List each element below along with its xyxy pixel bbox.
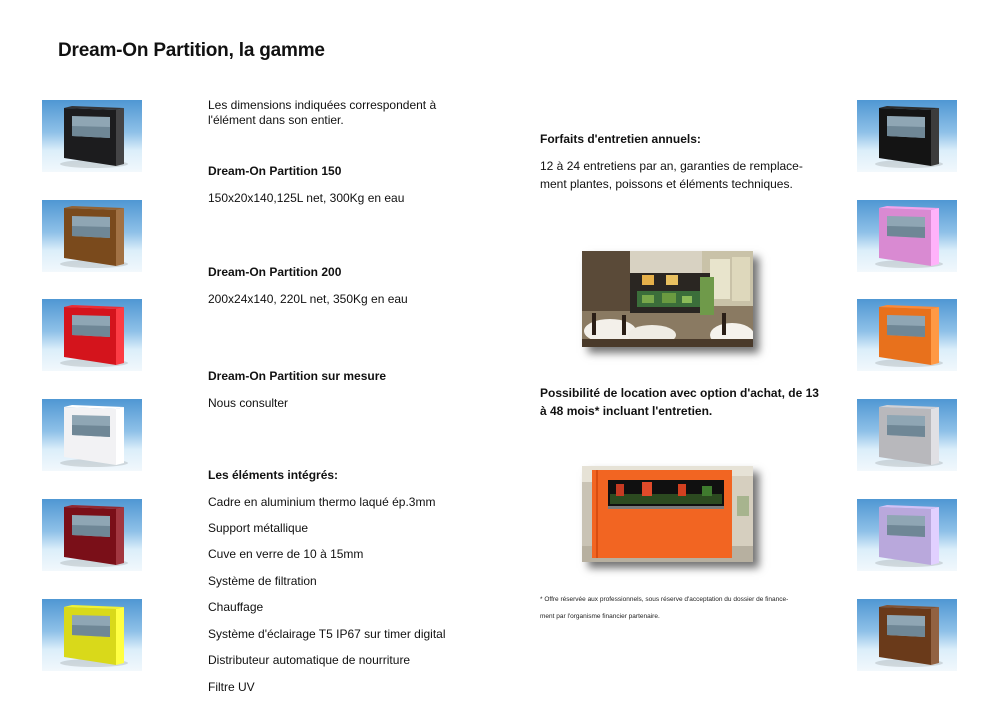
element-item: Système de filtration xyxy=(208,574,317,588)
partition-thumb-lilac xyxy=(857,499,957,571)
partition-side xyxy=(931,208,939,266)
maintenance-text-line1: 12 à 24 entretiens par an, garanties de remplace- xyxy=(540,159,803,173)
maintenance-title: Forfaits d'entretien annuels: xyxy=(540,132,701,146)
orange-partition-photo xyxy=(582,466,753,562)
footnote-line1: * Offre réservée aux professionnels, sous réserve d'acceptation du dossier de finance- xyxy=(540,596,789,603)
element-item: Cadre en aluminium thermo laqué ép.3mm xyxy=(208,495,436,509)
partition-side xyxy=(931,607,939,665)
partition-drawing xyxy=(857,499,957,571)
product-name-200: Dream-On Partition 200 xyxy=(208,265,342,279)
partition-thumb-black-right xyxy=(857,100,957,172)
partition-drawing xyxy=(42,599,142,671)
partition-drawing xyxy=(857,299,957,371)
product-spec-200: 200x24x140, 220L net, 350Kg en eau xyxy=(208,292,408,306)
partition-side xyxy=(116,407,124,465)
intro-text: Les dimensions indiquées correspondent à l'élément dans son entier. xyxy=(208,98,437,127)
partition-drawing xyxy=(857,599,957,671)
partition-side xyxy=(116,108,124,166)
element-item: Chauffage xyxy=(208,600,264,614)
partition-drawing xyxy=(42,299,142,371)
rental-offer-line1: Possibilité de location avec option d'achat, de 13 xyxy=(540,386,819,400)
partition-side xyxy=(931,407,939,465)
element-item: Système d'éclairage T5 IP67 sur timer digital xyxy=(208,627,446,641)
partition-thumb-grey xyxy=(857,399,957,471)
footnote-line2: ment par l'organisme financier partenaire. xyxy=(540,613,660,620)
partition-thumb-white xyxy=(42,399,142,471)
partition-drawing xyxy=(857,399,957,471)
partition-thumb-dark-brown xyxy=(857,599,957,671)
product-name-custom: Dream-On Partition sur mesure xyxy=(208,369,387,383)
element-item: Filtre UV xyxy=(208,680,255,694)
product-spec-150: 150x20x140,125L net, 300Kg en eau xyxy=(208,191,405,205)
page-title: Dream-On Partition, la gamme xyxy=(58,40,325,61)
partition-thumb-orange xyxy=(857,299,957,371)
maintenance-text-line2: ment plantes, poissons et éléments techniques. xyxy=(540,177,793,191)
partition-side xyxy=(116,307,124,365)
partition-side xyxy=(931,307,939,365)
partition-side xyxy=(931,108,939,166)
elements-title: Les éléments intégrés: xyxy=(208,468,339,482)
partition-drawing xyxy=(857,200,957,272)
partition-side xyxy=(116,607,124,665)
rental-offer-line2: à 48 mois* incluant l'entretien. xyxy=(540,404,713,418)
element-item: Support métallique xyxy=(208,521,309,535)
partition-thumb-pink xyxy=(857,200,957,272)
partition-side xyxy=(931,507,939,565)
partition-thumb-red xyxy=(42,299,142,371)
element-item: Cuve en verre de 10 à 15mm xyxy=(208,547,364,561)
partition-thumb-black xyxy=(42,100,142,172)
element-item: Distributeur automatique de nourriture xyxy=(208,653,411,667)
partition-drawing xyxy=(42,100,142,172)
partition-thumb-burgundy xyxy=(42,499,142,571)
partition-drawing xyxy=(42,200,142,272)
partition-side xyxy=(116,208,124,266)
partition-thumb-brown xyxy=(42,200,142,272)
restaurant-photo xyxy=(582,251,753,347)
partition-drawing xyxy=(42,499,142,571)
partition-drawing xyxy=(42,399,142,471)
product-name-150: Dream-On Partition 150 xyxy=(208,164,342,178)
product-spec-custom: Nous consulter xyxy=(208,396,289,410)
partition-drawing xyxy=(857,100,957,172)
partition-side xyxy=(116,507,124,565)
partition-thumb-yellow xyxy=(42,599,142,671)
